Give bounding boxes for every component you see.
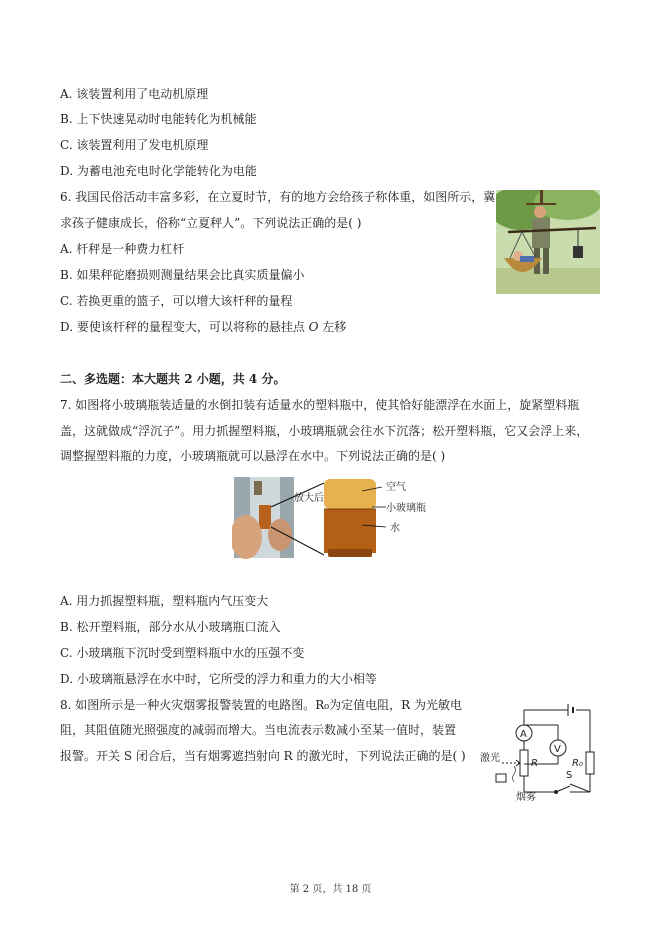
q7-option-d: D. 小玻璃瓶悬浮在水中时，它所受的浮力和重力的大小相等 — [60, 672, 377, 686]
cartesian-diver-figure — [232, 475, 462, 560]
page-footer: 第 2 页，共 18 页 — [289, 884, 372, 895]
q6-stem-line2: 求孩子健康成长，俗称“立夏秤人”。下列说法正确的是( ) — [60, 216, 362, 230]
q7-stem: 7. 如图将小玻璃瓶装适量的水倒扣装有适量水的塑料瓶中，使其恰好能漂浮在水面上，旋紧塑料瓶盖，这就做成“浮沉子”。用力抓握塑料瓶，小玻璃瓶就会往水下沉落；松开塑料瓶，它又会浮上来，调整握塑料瓶的力度，小玻璃瓶就可以悬浮在水中。下列说法正确的是( ) — [60, 398, 589, 463]
q5-option-d: D. 为蓄电池充电时化学能转化为电能 — [60, 164, 257, 178]
q8-stem-line2: 阻，其阻值随光照强度的减弱而增大。当电流表示数减小至某一值时，装置 — [60, 723, 457, 737]
ammeter-label: A — [520, 729, 527, 740]
voltmeter-label: V — [554, 744, 561, 755]
label-water: 水 — [390, 523, 400, 534]
section-heading-prefix: 二、多选题：本大题共 — [60, 372, 185, 386]
switch-label: S — [566, 770, 573, 781]
pivot-symbol: O — [308, 320, 319, 334]
label-enlarged: 放大后 — [294, 493, 324, 504]
q5-option-c: C. 该装置利用了发电机原理 — [60, 138, 209, 152]
section-heading-mid: 小题，共 — [192, 372, 249, 386]
q8-stem-line1: 8. 如图所示是一种火灾烟雾报警装置的电路图。R₀为定值电阻，R 为光敏电 — [60, 698, 462, 712]
q6-option-b: B. 如果秤砣磨损则测量结果会比真实质量偏小 — [60, 268, 305, 282]
r0-label: R₀ — [572, 758, 583, 769]
q6-stem-line1: 6. 我国民俗活动丰富多彩，在立夏时节，有的地方会给孩子称体重，如图所示，冀 — [60, 190, 496, 204]
laser-label: 激光 — [480, 753, 500, 764]
steelyard-weighing-figure — [496, 190, 600, 294]
q7-option-c: C. 小玻璃瓶下沉时受到塑料瓶中水的压强不变 — [60, 646, 305, 660]
section-points: 4 — [248, 372, 258, 386]
smoke-alarm-circuit-figure — [476, 700, 604, 804]
q5-option-b: B. 上下快速晃动时电能转化为机械能 — [60, 112, 257, 126]
q6-option-d-suffix: 左移 — [318, 320, 347, 334]
section-heading — [60, 372, 285, 386]
q6-option-c: C. 若换更重的篮子，可以增大该杆秤的量程 — [60, 294, 293, 308]
q6-option-d-prefix: D. 要使该杆秤的量程变大，可以将称的悬挂点 — [60, 320, 309, 334]
label-vial: 小玻璃瓶 — [386, 503, 426, 514]
q7-option-a: A. 用力抓握塑料瓶，塑料瓶内气压变大 — [60, 594, 269, 608]
smoke-label: 烟雾 — [516, 792, 536, 803]
q7-option-b: B. 松开塑料瓶，部分水从小玻璃瓶口流入 — [60, 620, 281, 634]
section-heading-suffix: 分。 — [257, 372, 286, 386]
q6-option-a: A. 杆秤是一种费力杠杆 — [60, 242, 185, 256]
r-label: R — [531, 758, 538, 769]
q8-stem-line3: 报警。开关 S 闭合后，当有烟雾遮挡射向 R 的激光时，下列说法正确的是( ) — [60, 749, 466, 763]
label-air: 空气 — [386, 482, 406, 493]
q6-option-d — [60, 320, 346, 334]
q5-option-a: A. 该装置利用了电动机原理 — [60, 87, 209, 101]
question-count: 2 — [184, 372, 193, 386]
